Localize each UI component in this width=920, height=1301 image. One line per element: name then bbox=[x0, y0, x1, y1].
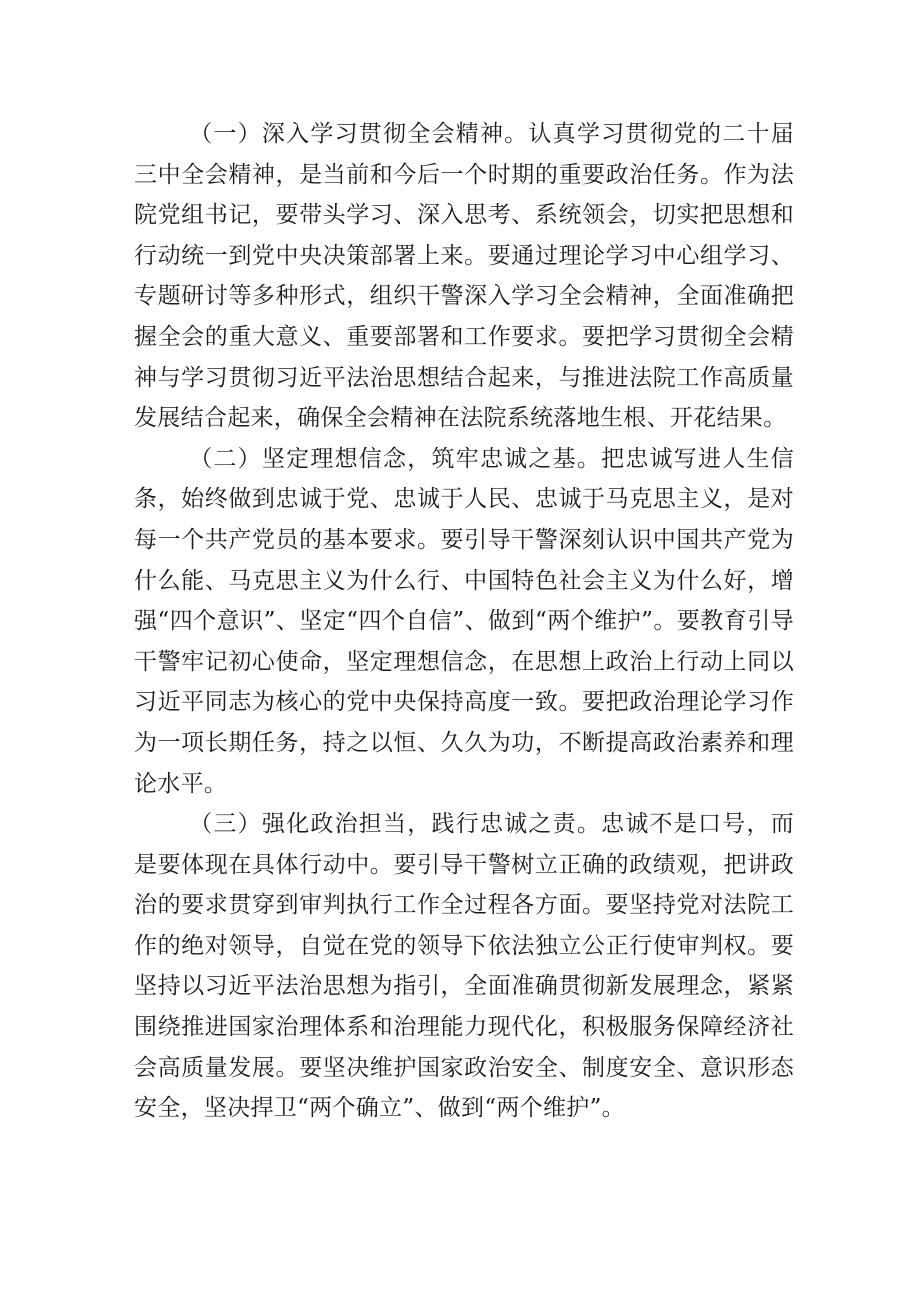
paragraph-study-plenary-spirit: （一）深入学习贯彻全会精神。认真学习贯彻党的二十届三中全会精神，是当前和今后一个时期的重要政治任务。作为法院党组书记，要带头学习、深入思考、系统领会，切实把思想和行动统一到党中央决策部署上来。要通过理论学习中心组学习、专题研讨等多种形式，组织干警深入学习全会精神，全面准确把握全会的重大意义、重要部署和工作要求。要把学习贯彻全会精神与学习贯彻习近平法治思想结合起来，与推进法院工作高质量发展结合起来，确保全会精神在法院系统落地生根、开花结果。 bbox=[134, 121, 794, 432]
document-body bbox=[134, 114, 794, 1129]
paragraph-firm-ideals: （二）坚定理想信念，筑牢忠诚之基。把忠诚写进人生信条，始终做到忠诚于党、忠诚于人民、忠诚于马克思主义，是对每一个共产党员的基本要求。要引导干警深刻认识中国共产党为什么能、马克思主义为什么行、中国特色社会主义为什么好，增强“四个意识”、坚定“四个自信”、做到“两个维护”。要教育引导干警牢记初心使命，坚定理想信念，在思想上政治上行动上同以习近平同志为核心的党中央保持高度一致。要把政治理论学习作为一项长期任务，持之以恒、久久为功，不断提高政治素养和理论水平。 bbox=[134, 445, 794, 797]
paragraph-political-responsibility: （三）强化政治担当，践行忠诚之责。忠诚不是口号，而是要体现在具体行动中。要引导干警树立正确的政绩观，把讲政治的要求贯穿到审判执行工作全过程各方面。要坚持党对法院工作的绝对领导，自觉在党的领导下依法独立公正行使审判权。要坚持以习近平法治思想为指引，全面准确贯彻新发展理念，紧紧围绕推进国家治理体系和治理能力现代化，积极服务保障经济社会高质量发展。要坚决维护国家政治安全、制度安全、意识形态安全，坚决捍卫“两个确立”、做到“两个维护”。 bbox=[134, 811, 794, 1122]
